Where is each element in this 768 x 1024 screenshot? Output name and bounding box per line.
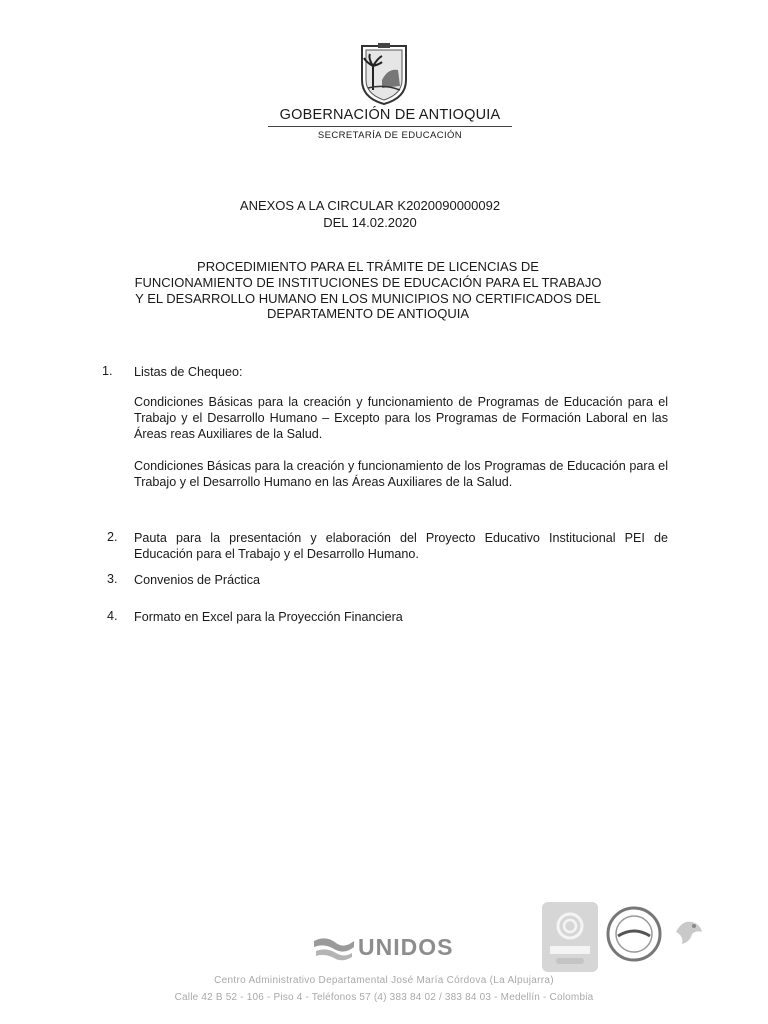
list-item-number: 3.: [107, 572, 118, 586]
icontec-seal-icon: [542, 902, 598, 972]
procedure-title-line: FUNCIONAMIENTO DE INSTITUCIONES DE EDUCACIÓN PARA EL TRABAJO: [134, 275, 602, 290]
list-item-title: Listas de Chequeo:: [134, 365, 243, 379]
list-item-text: Pauta para la presentación y elaboración del Proyecto Educativo Institucional PEI de Educación para el Trabajo y el Desarrollo Humano.: [134, 531, 668, 561]
footer-address: Centro Administrativo Departamental José María Córdova (La Alpujarra): [214, 975, 554, 986]
procedure-title-line: PROCEDIMIENTO PARA EL TRÁMITE DE LICENCIAS DE: [197, 259, 539, 274]
antioquia-crest-icon: [356, 40, 412, 106]
list-item-number: 4.: [107, 609, 118, 623]
bird-mark-icon: [672, 912, 706, 948]
annex-date: DEL 14.02.2020: [323, 215, 417, 230]
list-item-paragraph: Condiciones Básicas para la creación y funcionamiento de Programas de Educación para el Trabajo y el Desarrollo Humano – Excepto para los Programas de Formación Laboral en las Áreas reas Auxiliares de la Salud.: [134, 395, 668, 441]
iqnet-seal-icon: [606, 906, 662, 962]
unidos-logo: [312, 930, 453, 964]
unidos-logo-text: UNIDOS: [358, 933, 454, 960]
list-item-number: 1.: [102, 364, 113, 378]
footer-contact: Calle 42 B 52 - 106 - Piso 4 - Teléfonos 57 (4) 383 84 02 / 383 84 03 - Medellín - Colombia: [174, 992, 594, 1003]
list-item-text: Convenios de Práctica: [134, 573, 261, 587]
procedure-title-line: Y EL DESARROLLO HUMANO EN LOS MUNICIPIOS NO CERTIFICADOS DEL: [135, 291, 601, 306]
header-divider: [268, 126, 512, 127]
secretariat-title: SECRETARÍA DE EDUCACIÓN: [317, 130, 463, 141]
procedure-title-line: DEPARTAMENTO DE ANTIOQUIA: [266, 306, 469, 321]
list-item-paragraph: Condiciones Básicas para la creación y funcionamiento de los Programas de Educación para el Trabajo y el Desarrollo Humano en las Áreas Auxiliares de la Salud.: [134, 459, 668, 489]
annex-reference: ANEXOS A LA CIRCULAR K2020090000092: [239, 198, 501, 213]
unidos-wave-icon: [312, 933, 356, 961]
list-item-text: Formato en Excel para la Proyección Financiera: [134, 610, 403, 624]
government-title: GOBERNACIÓN DE ANTIOQUIA: [279, 107, 501, 123]
list-item-number: 2.: [107, 530, 118, 544]
